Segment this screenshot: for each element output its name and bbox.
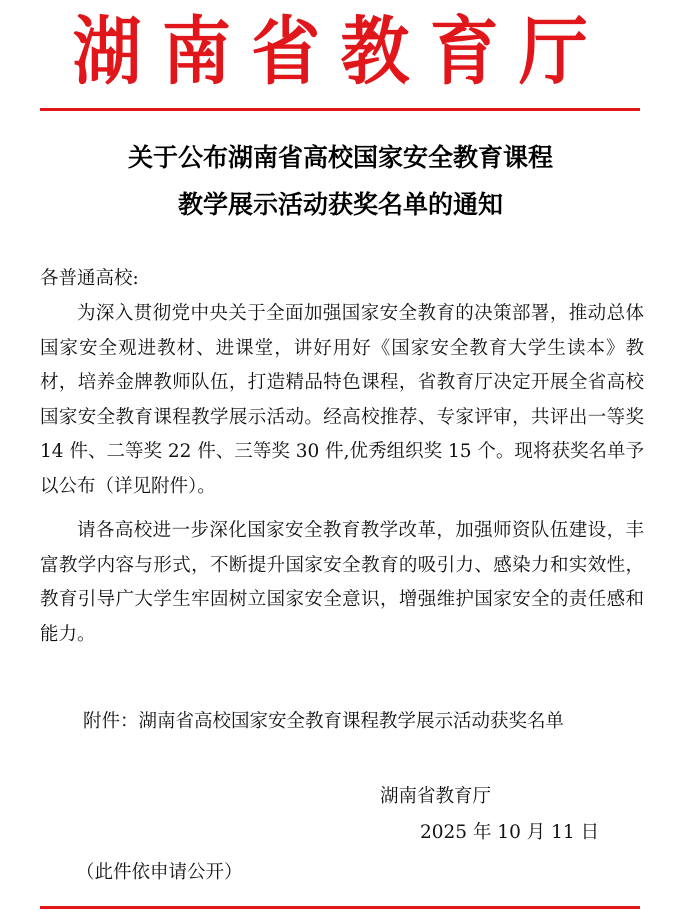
disclosure-note: （此件依申请公开） [76,862,243,883]
issuing-authority: 湖南省教育厅 [380,786,492,807]
attachment-line: 附件：湖南省高校国家安全教育课程教学展示活动获奖名单 [83,711,565,732]
issue-date: 2025 年 10 月 11 日 [420,822,600,843]
body-paragraph-2: 请各高校进一步深化国家安全教育教学改革，加强师资队伍建设，丰富教学内容与形式，不断提升国家安全教育的吸引力、感染力和实效性，教育引导广大学生牢固树立国家安全意识，增强维护国家安全的责任感和能力。 [40,520,644,645]
masthead-red-rule [40,108,640,111]
document-title-line-2: 教学展示活动获奖名单的通知 [177,190,503,219]
document-title-line-1: 关于公布湖南省高校国家安全教育课程 [127,143,553,172]
footer-red-rule [40,906,640,909]
masthead-title: 湖南省教育厅 [72,9,609,95]
body-paragraph-1: 为深入贯彻党中央关于全面加强国家安全教育的决策部署，推动总体国家安全观进教材、进课堂，讲好用好《国家安全教育大学生读本》教材，培养金牌教师队伍，打造精品特色课程，省教育厅决定开展全省高校国家安全教育课程教学展示活动。经高校推荐、专家评审，共评出一等奖 14 件、二等奖 22 件、三等奖 30 件,优秀组织奖 15 个。现将获奖名单予以公布（详见附件）。 [40,303,644,497]
salutation: 各普通高校: [40,268,139,289]
